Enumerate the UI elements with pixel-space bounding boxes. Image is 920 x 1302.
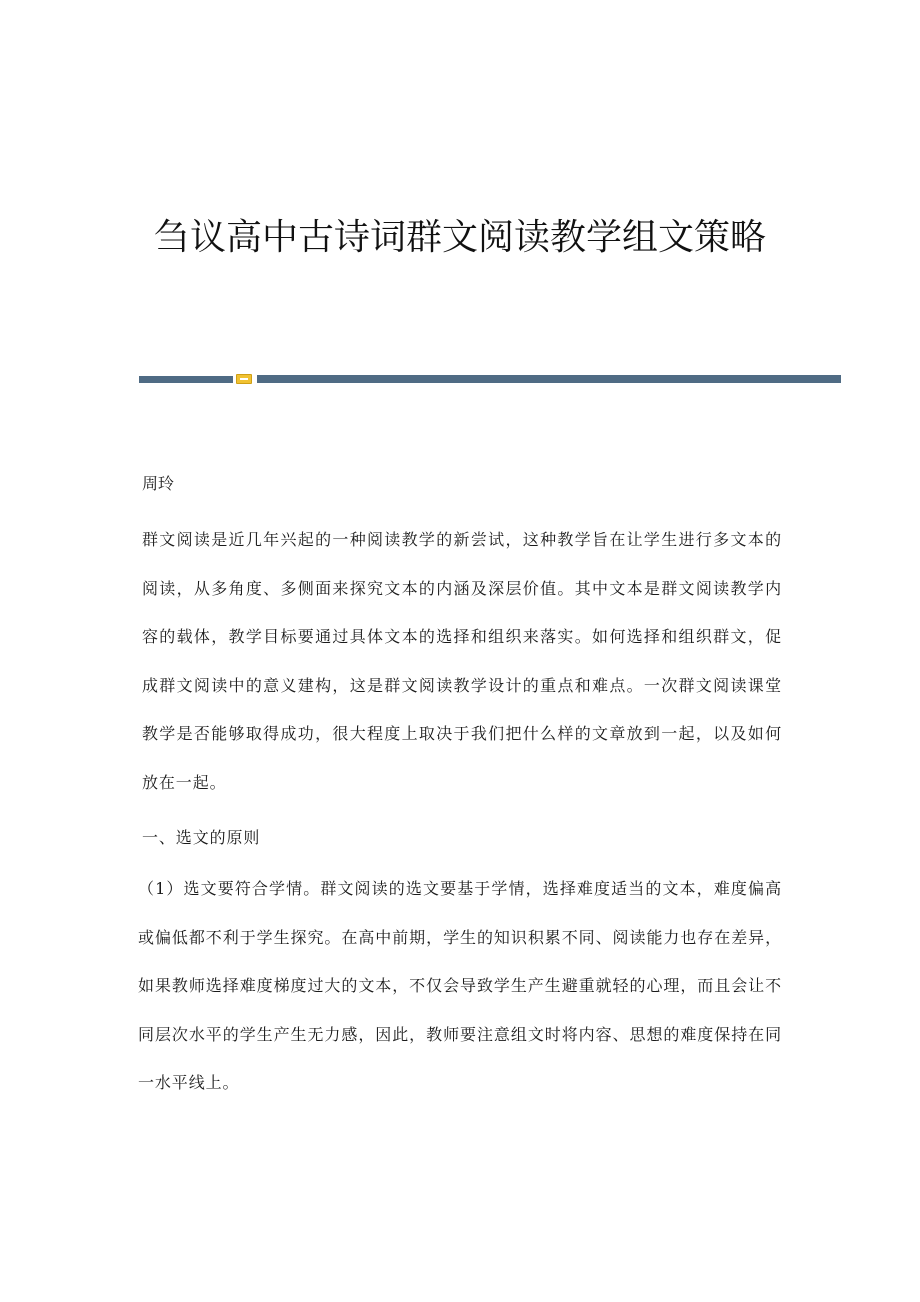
title-divider <box>139 374 841 384</box>
divider-right-bar <box>257 375 841 383</box>
author-name: 周玲 <box>142 474 175 493</box>
section-heading: 一、选文的原则 <box>142 828 261 847</box>
intro-paragraph: 群文阅读是近几年兴起的一种阅读教学的新尝试，这种教学旨在让学生进行多文本的阅读，从多角度、多侧面来探究文本的内涵及深层价值。其中文本是群文阅读教学内容的载体，教学目标要通过具体文本的选择和组织来落实。如何选择和组织群文，促成群文阅读中的意义建构，这是群文阅读教学设计的重点和难点。一次群文阅读课堂教学是否能够取得成功，很大程度上取决于我们把什么样的文章放到一起，以及如何放在一起。 <box>142 530 782 792</box>
document-title: 刍议高中古诗词群文阅读教学组文策略 <box>153 217 766 258</box>
point-1-paragraph: （1）选文要符合学情。群文阅读的选文要基于学情，选择难度适当的文本，难度偏高或偏低都不利于学生探究。在高中前期，学生的知识积累不同、阅读能力也存在差异，如果教师选择难度梯度过大的文本，不仅会导致学生产生避重就轻的心理，而且会让不同层次水平的学生产生无力感，因此，教师要注意组文时将内容、思想的难度保持在同一水平线上。 <box>138 879 782 1092</box>
divider-left-bar <box>139 376 233 383</box>
divider-emblem-icon <box>236 374 252 384</box>
